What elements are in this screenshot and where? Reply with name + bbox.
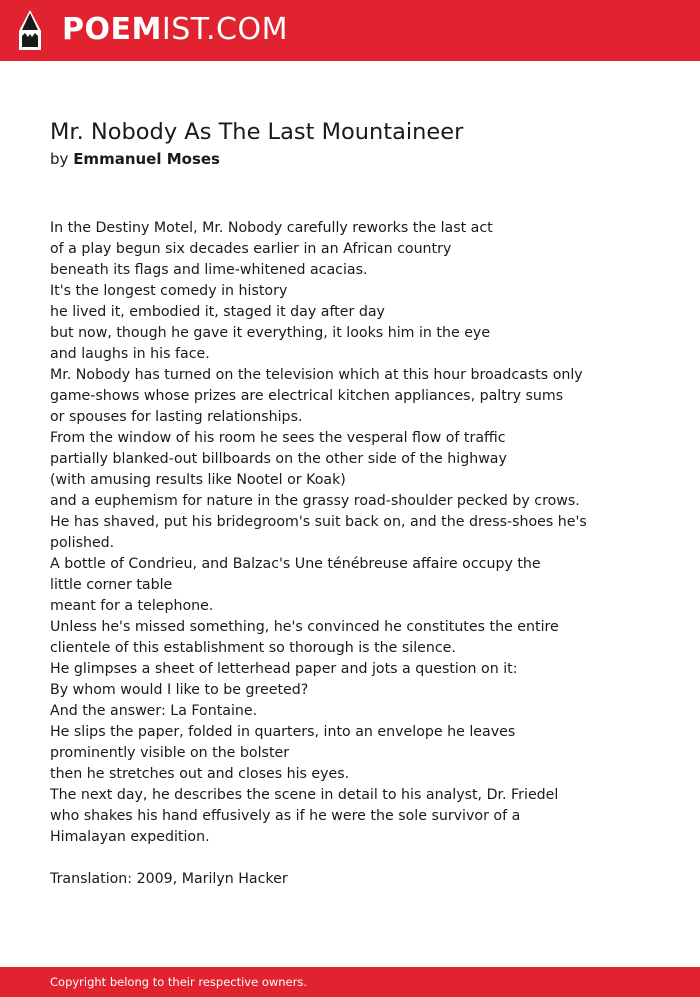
- poem-line: A bottle of Condrieu, and Balzac's Une ténébreuse affaire occupy the: [50, 556, 541, 572]
- poem-line: who shakes his hand effusively as if he were the sole survivor of a: [50, 808, 521, 824]
- by-label: by: [50, 150, 69, 168]
- poem-line: meant for a telephone.: [50, 598, 214, 614]
- poem-line: and laughs in his face.: [50, 346, 210, 362]
- poem-line: Himalayan expedition.: [50, 829, 210, 845]
- site-footer: [0, 967, 700, 997]
- poem-title: Mr. Nobody As The Last Mountaineer: [50, 119, 464, 145]
- poem-line: but now, though he gave it everything, it looks him in the eye: [50, 325, 491, 341]
- copyright-text: Copyright belong to their respective owners.: [50, 975, 308, 989]
- poem-body: [50, 218, 587, 848]
- poem-line: clientele of this establishment so thorough is the silence.: [50, 640, 456, 656]
- poem-line: He has shaved, put his bridegroom's suit back on, and the dress-shoes he's: [50, 514, 587, 530]
- logo-bold-text: POEM: [62, 12, 162, 47]
- poem-line: game-shows whose prizes are electrical kitchen appliances, paltry sums: [50, 388, 564, 404]
- poem-line: of a play begun six decades earlier in an African country: [50, 241, 452, 257]
- poem-line: partially blanked-out billboards on the other side of the highway: [50, 451, 507, 467]
- poem-line: In the Destiny Motel, Mr. Nobody carefully reworks the last act: [50, 220, 493, 236]
- poem-line: He glimpses a sheet of letterhead paper and jots a question on it:: [50, 661, 518, 677]
- author-name: Emmanuel Moses: [73, 150, 220, 168]
- poem-line: and a euphemism for nature in the grassy road-shoulder pecked by crows.: [50, 493, 580, 509]
- poem-line: then he stretches out and closes his eyes.: [50, 766, 350, 782]
- poem-line: little corner table: [50, 577, 173, 593]
- poem-line: From the window of his room he sees the vesperal flow of traffic: [50, 430, 506, 446]
- translation-credit: Translation: 2009, Marilyn Hacker: [50, 871, 288, 887]
- poem-line: And the answer: La Fontaine.: [50, 703, 258, 719]
- site-logo[interactable]: [62, 11, 288, 49]
- poem-line: He slips the paper, folded in quarters, into an envelope he leaves: [50, 724, 516, 740]
- poem-line: prominently visible on the bolster: [50, 745, 290, 761]
- poem-line: Mr. Nobody has turned on the television which at this hour broadcasts only: [50, 367, 583, 383]
- site-header: [0, 0, 700, 61]
- logo-light-text: IST.COM: [161, 12, 288, 47]
- poem-line: By whom would I like to be greeted?: [50, 682, 309, 698]
- byline: [50, 148, 220, 170]
- poem-line: The next day, he describes the scene in detail to his analyst, Dr. Friedel: [50, 787, 559, 803]
- poem-line: or spouses for lasting relationships.: [50, 409, 303, 425]
- poem-line: polished.: [50, 535, 115, 551]
- pen-nib-icon[interactable]: [17, 9, 43, 52]
- poem-line: beneath its flags and lime-whitened acacias.: [50, 262, 368, 278]
- poem-line: he lived it, embodied it, staged it day after day: [50, 304, 385, 320]
- poem-line: Unless he's missed something, he's convinced he constitutes the entire: [50, 619, 559, 635]
- poem-line: It's the longest comedy in history: [50, 283, 288, 299]
- poem-line: (with amusing results like Nootel or Koak): [50, 472, 346, 488]
